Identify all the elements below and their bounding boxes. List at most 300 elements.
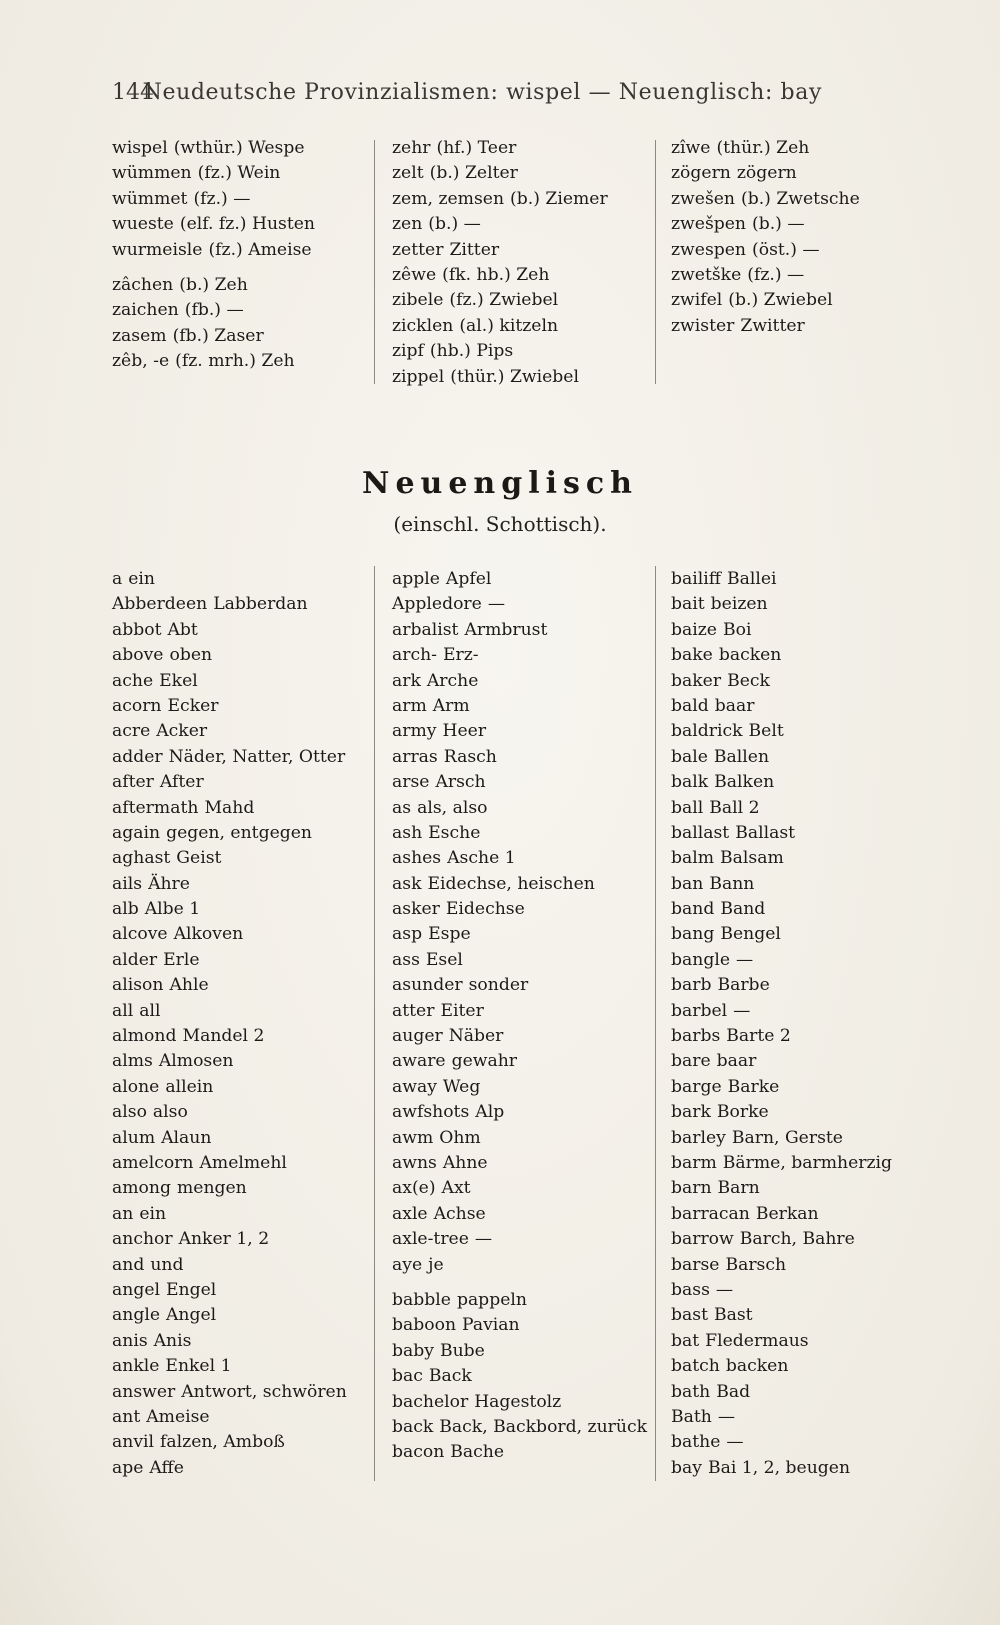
translation: (b.) — — [752, 214, 805, 235]
page-number: 144 — [112, 80, 154, 105]
headword: ballast — [671, 822, 730, 843]
translation: Hagestolz — [474, 1391, 562, 1412]
headword: baize — [671, 619, 717, 640]
dictionary-entry — [112, 922, 347, 947]
headword: zasem — [112, 325, 167, 346]
dictionary-entry — [671, 1151, 892, 1176]
headword: bare — [671, 1051, 711, 1072]
translation: (fb.) — — [184, 300, 244, 321]
headword: bass — [671, 1279, 710, 1300]
dictionary-entry — [112, 669, 347, 694]
dictionary-entry — [392, 1151, 647, 1176]
translation: — — [717, 1406, 736, 1427]
dictionary-entry — [392, 314, 608, 339]
translation: als, also — [417, 797, 488, 818]
headword: awns — [392, 1152, 437, 1173]
dictionary-entry — [112, 796, 347, 821]
translation: — — [474, 1229, 493, 1250]
dictionary-entry — [671, 136, 860, 161]
headword: also — [112, 1102, 147, 1123]
headword: atter — [392, 1000, 435, 1021]
dictionary-entry — [671, 821, 892, 846]
translation: Eidechse, heischen — [427, 873, 595, 894]
translation: all — [139, 1000, 161, 1021]
dictionary-entry — [392, 846, 647, 871]
translation: Bann — [709, 873, 755, 894]
headword: axle — [392, 1203, 428, 1224]
headword: zicklen — [392, 315, 454, 336]
column-divider — [655, 140, 656, 384]
headword: bath — [671, 1381, 711, 1402]
dictionary-entry — [112, 324, 315, 349]
headword: ax(e) — [392, 1178, 436, 1199]
headword: barse — [671, 1254, 720, 1275]
translation: zögern — [736, 163, 797, 184]
dictionary-entry — [671, 1456, 892, 1481]
translation: — — [487, 594, 506, 615]
translation: (thür.) Zwiebel — [450, 366, 579, 387]
column-divider — [655, 566, 656, 1481]
translation: (fk. hb.) Zeh — [442, 264, 550, 285]
translation: (b.) Zeh — [179, 274, 248, 295]
translation: Barn — [717, 1178, 760, 1199]
translation: Ahne — [442, 1152, 488, 1173]
headword: ash — [392, 822, 423, 843]
dictionary-entry — [392, 796, 647, 821]
headword: zelt — [392, 163, 424, 184]
dictionary-entry — [671, 263, 860, 288]
headword: zögern — [671, 163, 731, 184]
dictionary-entry — [112, 1176, 347, 1201]
dictionary-entry — [392, 669, 647, 694]
dictionary-entry — [392, 263, 608, 288]
headword: Appledore — [392, 594, 482, 615]
dictionary-entry — [392, 1176, 647, 1201]
translation: oben — [169, 645, 213, 666]
dictionary-entry — [671, 1380, 892, 1405]
dictionary-entry — [392, 821, 647, 846]
headword: aye — [392, 1254, 423, 1275]
translation: (fz.) — — [747, 264, 805, 285]
headword: aware — [392, 1051, 446, 1072]
translation: Fledermaus — [705, 1330, 809, 1351]
headword: arse — [392, 772, 430, 793]
dictionary-entry — [671, 796, 892, 821]
translation: Ameise — [146, 1406, 210, 1427]
headword: all — [112, 1000, 134, 1021]
translation: Esel — [425, 949, 463, 970]
translation: Eiter — [440, 1000, 484, 1021]
translation: Albe 1 — [144, 899, 201, 920]
dictionary-entry — [112, 999, 347, 1024]
headword: bac — [392, 1366, 423, 1387]
dictionary-entry — [671, 212, 860, 237]
headword: ball — [671, 797, 704, 818]
dictionary-entry — [392, 770, 647, 795]
translation: Esche — [428, 822, 481, 843]
headword: zwešen — [671, 188, 735, 209]
dictionary-entry — [112, 846, 347, 871]
entry-gap — [392, 1278, 647, 1288]
dictionary-entry — [392, 1415, 647, 1440]
headword: an — [112, 1203, 134, 1224]
headword: bay — [671, 1457, 702, 1478]
translation: Berkan — [755, 1203, 819, 1224]
headword: baboon — [392, 1315, 457, 1336]
dictionary-entry — [392, 897, 647, 922]
headword: barm — [671, 1152, 717, 1173]
translation: baar — [714, 695, 755, 716]
translation: Bad — [716, 1381, 751, 1402]
headword: alison — [112, 975, 164, 996]
dictionary-entry — [671, 846, 892, 871]
dictionary-entry — [112, 745, 347, 770]
headword: angel — [112, 1279, 160, 1300]
dictionary-entry — [671, 1227, 892, 1252]
translation: Asche 1 — [447, 848, 516, 869]
headword: zippel — [392, 366, 445, 387]
headword: ache — [112, 670, 154, 691]
headword: bark — [671, 1102, 711, 1123]
headword: bast — [671, 1305, 708, 1326]
translation: Axt — [441, 1178, 471, 1199]
top-column-1 — [112, 136, 315, 375]
translation: (fz. mrh.) Zeh — [175, 351, 295, 372]
translation: Back — [428, 1366, 472, 1387]
dictionary-entry — [112, 1049, 347, 1074]
translation: (b.) Zelter — [429, 163, 518, 184]
translation: After — [159, 772, 204, 793]
headword: awfshots — [392, 1102, 470, 1123]
dictionary-entry — [671, 770, 892, 795]
headword: aftermath — [112, 797, 199, 818]
headword: alder — [112, 949, 158, 970]
dictionary-entry — [392, 618, 647, 643]
translation: (b.) Zwetsche — [741, 188, 860, 209]
dictionary-entry — [671, 643, 892, 668]
translation: backen — [718, 645, 782, 666]
running-title: Neudeutsche Provinzialismen: wispel — Neuenglisch: bay — [142, 80, 822, 105]
translation: Ähre — [148, 873, 190, 894]
dictionary-entry — [112, 897, 347, 922]
translation: Geist — [176, 848, 222, 869]
headword: barley — [671, 1127, 726, 1148]
headword: zwifel — [671, 290, 723, 311]
dictionary-entry — [112, 1253, 347, 1278]
translation: Rasch — [443, 746, 497, 767]
dictionary-entry — [392, 694, 647, 719]
top-column-2 — [392, 136, 608, 390]
dictionary-entry — [671, 1024, 892, 1049]
translation: (fb.) Zaser — [172, 325, 264, 346]
dictionary-entry — [392, 339, 608, 364]
dictionary-entry — [112, 238, 315, 263]
translation: Bärme, barmherzig — [722, 1152, 893, 1173]
headword: bake — [671, 645, 713, 666]
dictionary-entry — [671, 1430, 892, 1455]
headword: angle — [112, 1305, 160, 1326]
headword: bangle — [671, 949, 730, 970]
headword: amelcorn — [112, 1152, 194, 1173]
headword: aghast — [112, 848, 171, 869]
dictionary-entry — [392, 948, 647, 973]
translation: Ecker — [167, 695, 219, 716]
headword: asker — [392, 899, 440, 920]
translation: (b.) Zwiebel — [728, 290, 833, 311]
headword: army — [392, 721, 437, 742]
dictionary-entry — [392, 592, 647, 617]
translation: Mandel 2 — [182, 1026, 265, 1047]
translation: Barsch — [725, 1254, 787, 1275]
dictionary-entry — [112, 1100, 347, 1125]
headword: bailiff — [671, 569, 721, 589]
translation: Erle — [163, 949, 200, 970]
headword: zêwe — [392, 264, 437, 285]
headword: arbalist — [392, 619, 459, 640]
translation: Arche — [426, 670, 479, 691]
headword: as — [392, 797, 412, 818]
headword: almond — [112, 1026, 177, 1047]
translation: (fz.) — — [193, 188, 251, 209]
dictionary-entry — [112, 1456, 347, 1481]
translation: Bube — [439, 1340, 485, 1361]
dictionary-entry — [392, 1253, 647, 1278]
dictionary-entry — [671, 618, 892, 643]
translation: Barn, Gerste — [731, 1127, 843, 1148]
translation: Bache — [450, 1442, 505, 1463]
translation: Borke — [716, 1102, 769, 1123]
dictionary-entry — [671, 1176, 892, 1201]
translation: Back, Backbord, zurück — [439, 1416, 648, 1437]
dictionary-entry — [392, 1024, 647, 1049]
headword: band — [671, 899, 715, 920]
translation: Pavian — [462, 1315, 520, 1336]
dictionary-entry — [112, 872, 347, 897]
translation: Näber — [448, 1026, 504, 1047]
translation: Bast — [713, 1305, 753, 1326]
headword: zwešpen — [671, 214, 747, 235]
headword: baby — [392, 1340, 434, 1361]
headword: ark — [392, 670, 421, 691]
translation: Näder, Natter, Otter — [168, 746, 346, 767]
running-header — [112, 80, 822, 110]
translation: Erz- — [442, 645, 479, 666]
headword: barracan — [671, 1203, 750, 1224]
dictionary-entry — [392, 136, 608, 161]
translation: (hb.) Pips — [429, 341, 514, 362]
translation: Beck — [727, 670, 770, 691]
dictionary-entry — [392, 973, 647, 998]
translation: Labberdan — [213, 594, 308, 615]
dictionary-entry — [392, 922, 647, 947]
headword: wümmet — [112, 188, 188, 209]
headword: Bath — [671, 1406, 712, 1427]
dictionary-column-1 — [112, 567, 347, 1481]
dictionary-entry — [112, 770, 347, 795]
translation: (öst.) — — [752, 239, 820, 260]
dictionary-entry — [112, 349, 315, 374]
headword: alum — [112, 1127, 156, 1148]
translation: Apfel — [445, 569, 492, 589]
dictionary-entry — [112, 948, 347, 973]
translation: Amelmehl — [199, 1152, 287, 1173]
dictionary-entry — [671, 238, 860, 263]
dictionary-entry — [671, 567, 892, 592]
translation: (b.) — — [428, 214, 481, 235]
headword: baker — [671, 670, 722, 691]
headword: after — [112, 772, 154, 793]
dictionary-entry — [112, 212, 315, 237]
dictionary-entry — [112, 1329, 347, 1354]
headword: alcove — [112, 924, 168, 945]
headword: adder — [112, 746, 163, 767]
headword: bait — [671, 594, 705, 615]
dictionary-entry — [671, 1049, 892, 1074]
dictionary-entry — [392, 1440, 647, 1465]
headword: zetter — [392, 239, 444, 260]
dictionary-entry — [112, 1380, 347, 1405]
translation: Boi — [722, 619, 752, 640]
dictionary-entry — [671, 1329, 892, 1354]
dictionary-entry — [392, 1202, 647, 1227]
dictionary-entry — [112, 973, 347, 998]
translation: Alaun — [161, 1127, 212, 1148]
dictionary-entry — [671, 1075, 892, 1100]
headword: bacon — [392, 1442, 445, 1463]
translation: Barke — [727, 1076, 780, 1097]
dictionary-entry — [671, 592, 892, 617]
dictionary-entry — [392, 1390, 647, 1415]
translation: Anker 1, 2 — [178, 1229, 270, 1250]
headword: ass — [392, 949, 420, 970]
dictionary-entry — [671, 973, 892, 998]
translation: Heer — [442, 721, 487, 742]
dictionary-entry — [671, 1126, 892, 1151]
translation: (al.) kitzeln — [459, 315, 559, 336]
headword: zêb, -e — [112, 351, 170, 372]
translation: Alp — [475, 1102, 505, 1123]
headword: baldrick — [671, 721, 743, 742]
dictionary-column-2 — [392, 567, 647, 1466]
dictionary-entry — [392, 745, 647, 770]
translation: Barbe — [717, 975, 770, 996]
headword: ban — [671, 873, 704, 894]
headword: wueste — [112, 214, 174, 235]
headword: acorn — [112, 695, 162, 716]
headword: zibele — [392, 290, 444, 311]
dictionary-entry — [392, 1227, 647, 1252]
dictionary-entry — [392, 212, 608, 237]
headword: balk — [671, 772, 709, 793]
headword: arm — [392, 695, 427, 716]
headword: auger — [392, 1026, 443, 1047]
translation: Zitter — [449, 239, 500, 260]
headword: Abberdeen — [112, 594, 208, 615]
headword: zwespen — [671, 239, 747, 260]
translation: allein — [165, 1076, 214, 1097]
dictionary-entry — [112, 592, 347, 617]
translation: Bengel — [720, 924, 781, 945]
translation: Ohm — [439, 1127, 481, 1148]
headword: zehr — [392, 138, 431, 158]
dictionary-entry — [392, 238, 608, 263]
column-divider — [374, 566, 375, 1481]
dictionary-entry — [671, 948, 892, 973]
section-subtitle: (einschl. Schottisch). — [393, 512, 607, 536]
headword: anvil — [112, 1432, 155, 1453]
translation: — — [726, 1432, 744, 1453]
dictionary-entry — [392, 567, 647, 592]
dictionary-entry — [392, 719, 647, 744]
dictionary-entry — [392, 365, 608, 390]
headword: barge — [671, 1076, 722, 1097]
dictionary-entry — [392, 872, 647, 897]
translation: Affe — [149, 1457, 184, 1478]
translation: gewahr — [451, 1051, 518, 1072]
dictionary-entry — [671, 1100, 892, 1125]
dictionary-column-3 — [671, 567, 892, 1481]
translation: Ballei — [726, 569, 777, 589]
dictionary-entry — [392, 1364, 647, 1389]
headword: ankle — [112, 1356, 160, 1377]
dictionary-entry — [112, 618, 347, 643]
translation: Bai 1, 2, beugen — [707, 1457, 851, 1478]
dictionary-entry — [112, 694, 347, 719]
translation: — — [736, 949, 754, 970]
translation: Armbrust — [464, 619, 548, 640]
headword: barn — [671, 1178, 712, 1199]
translation: — — [733, 1000, 751, 1021]
dictionary-entry — [392, 187, 608, 212]
headword: and — [112, 1254, 145, 1275]
headword: a — [112, 569, 123, 589]
translation: (wthür.) Wespe — [173, 138, 305, 158]
translation: pappeln — [456, 1289, 527, 1310]
translation: je — [428, 1254, 444, 1275]
dictionary-entry — [671, 187, 860, 212]
translation: Ballast — [735, 822, 796, 843]
translation: Barte 2 — [726, 1026, 791, 1047]
translation: backen — [725, 1356, 789, 1377]
dictionary-entry — [671, 719, 892, 744]
headword: bachelor — [392, 1391, 469, 1412]
translation: ein — [139, 1203, 167, 1224]
translation: — — [715, 1279, 734, 1300]
headword: zipf — [392, 341, 424, 362]
dictionary-entry — [671, 694, 892, 719]
translation: Mahd — [204, 797, 255, 818]
translation: also — [152, 1102, 188, 1123]
headword: again — [112, 822, 161, 843]
translation: (b.) Ziemer — [510, 188, 608, 209]
headword: ant — [112, 1406, 141, 1427]
dictionary-entry — [112, 187, 315, 212]
dictionary-entry — [671, 872, 892, 897]
dictionary-entry — [112, 643, 347, 668]
headword: barrow — [671, 1229, 734, 1250]
column-divider — [374, 140, 375, 384]
dictionary-entry — [112, 719, 347, 744]
dictionary-entry — [671, 669, 892, 694]
translation: falzen, Amboß — [160, 1432, 285, 1453]
dictionary-entry — [671, 897, 892, 922]
dictionary-entry — [112, 136, 315, 161]
headword: acre — [112, 721, 151, 742]
dictionary-entry — [671, 1354, 892, 1379]
dictionary-entry — [392, 643, 647, 668]
headword: wispel — [112, 138, 168, 158]
headword: answer — [112, 1381, 176, 1402]
